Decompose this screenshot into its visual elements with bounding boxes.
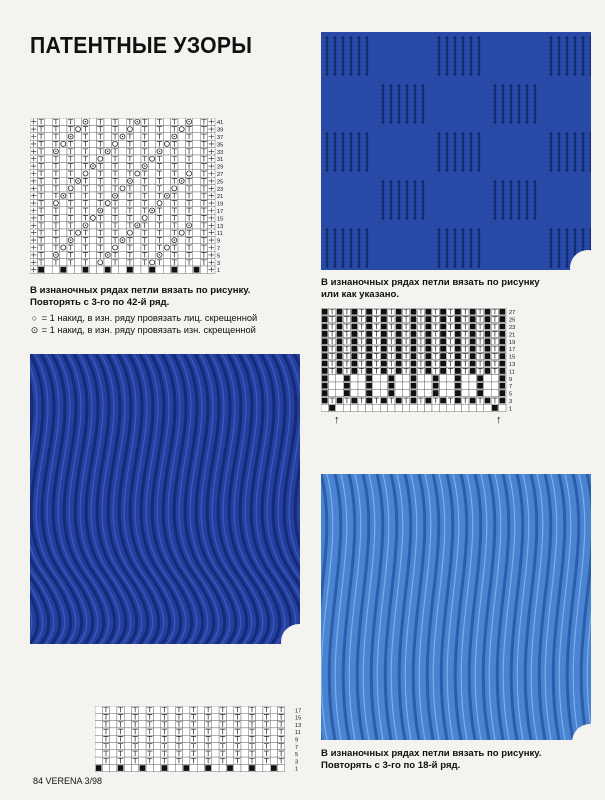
chart-2-caption-line2: или как указано. bbox=[321, 289, 400, 300]
page-title: ПАТЕНТНЫЕ УЗОРЫ bbox=[30, 32, 253, 58]
chart-1-row-numbers bbox=[216, 118, 230, 278]
row-number: 27 bbox=[217, 172, 224, 178]
row-number: 19 bbox=[509, 339, 516, 346]
row-number: 17 bbox=[295, 708, 302, 715]
row-number: 9 bbox=[509, 376, 513, 383]
row-number: 9 bbox=[217, 238, 221, 245]
arrow-left-2: ↑ bbox=[334, 414, 340, 426]
row-number: 1 bbox=[509, 406, 513, 412]
row-number: 3 bbox=[217, 260, 221, 267]
row-number: 3 bbox=[509, 399, 513, 405]
row-number: 25 bbox=[509, 317, 516, 324]
row-number: 11 bbox=[217, 231, 223, 238]
legend-item-1 bbox=[30, 312, 257, 324]
chart-1-caption-line2: Повторять с 3-го по 42-й ряд. bbox=[30, 297, 170, 308]
photo-notch-3 bbox=[572, 724, 605, 760]
row-number: 31 bbox=[217, 157, 224, 164]
row-number: 3 bbox=[295, 759, 299, 766]
open-circle-icon: ○ bbox=[31, 313, 38, 323]
chart-3-grid bbox=[95, 706, 291, 772]
knit-photo-wave-rib bbox=[30, 354, 300, 644]
row-number: 5 bbox=[217, 253, 221, 260]
row-number: 23 bbox=[217, 186, 224, 193]
chart-1-caption bbox=[30, 285, 250, 309]
row-number: 13 bbox=[217, 223, 224, 230]
row-number: 33 bbox=[217, 149, 224, 156]
row-number: 7 bbox=[217, 246, 221, 252]
arrow-right-2: ↑ bbox=[496, 414, 502, 426]
show-through-text bbox=[60, 6, 320, 116]
page-footer: 84 VERENA 3/98 bbox=[33, 776, 103, 786]
row-number: 29 bbox=[217, 164, 224, 171]
row-number: 15 bbox=[509, 354, 516, 361]
row-number: 39 bbox=[217, 127, 224, 134]
legend bbox=[30, 312, 257, 336]
chart-1 bbox=[30, 118, 230, 278]
chart-3-row-numbers bbox=[294, 706, 308, 772]
row-number: 11 bbox=[295, 730, 301, 737]
row-number: 21 bbox=[217, 194, 224, 201]
chart-3-caption-line2: Повторять с 3-го по 18-й ряд. bbox=[321, 760, 461, 771]
chart-3 bbox=[95, 706, 291, 772]
legend-text-1: = 1 накид, в изн. ряду провязать лиц. скрещенной bbox=[41, 313, 258, 323]
row-number: 1 bbox=[217, 268, 221, 275]
chart-2-caption bbox=[321, 277, 540, 301]
row-number: 5 bbox=[295, 752, 299, 759]
row-number: 41 bbox=[217, 120, 224, 127]
chart-2-caption-line1: В изнаночных рядах петли вязать по рисунку bbox=[321, 277, 540, 288]
row-number: 17 bbox=[217, 209, 224, 215]
row-number: 13 bbox=[295, 722, 302, 729]
row-number: 15 bbox=[295, 715, 302, 722]
row-number: 7 bbox=[295, 744, 299, 751]
chart-2-grid bbox=[321, 308, 507, 412]
row-number: 5 bbox=[509, 391, 513, 398]
row-number: 1 bbox=[295, 766, 299, 772]
legend-item-2 bbox=[30, 324, 257, 336]
knit-photo-checker bbox=[321, 32, 591, 270]
row-number: 7 bbox=[509, 384, 513, 391]
dotted-circle-icon: ⊙ bbox=[30, 325, 39, 335]
row-number: 27 bbox=[509, 310, 516, 317]
chart-1-caption-line1: В изнаночных рядах петли вязать по рисунку. bbox=[30, 285, 251, 296]
row-number: 35 bbox=[217, 142, 224, 149]
knit-photo-cable-rib bbox=[321, 474, 591, 740]
chart-1-grid bbox=[30, 118, 230, 278]
row-number: 21 bbox=[509, 332, 516, 339]
photo-notch bbox=[570, 250, 605, 286]
row-number: 11 bbox=[509, 369, 515, 376]
photo-notch-2 bbox=[281, 624, 317, 660]
row-number: 15 bbox=[217, 216, 224, 223]
chart-2-row-numbers bbox=[508, 308, 522, 412]
chart-2 bbox=[321, 308, 507, 412]
chart-3-caption bbox=[321, 748, 541, 772]
row-number: 23 bbox=[509, 325, 516, 331]
row-number: 13 bbox=[509, 362, 516, 368]
row-number: 17 bbox=[509, 347, 516, 354]
legend-text-2: = 1 накид, в изн. ряду провязать изн. скрещенной bbox=[41, 325, 256, 335]
row-number: 19 bbox=[217, 201, 224, 208]
row-number: 9 bbox=[295, 737, 299, 744]
chart-3-caption-line1: В изнаночных рядах петли вязать по рисунку. bbox=[321, 748, 542, 759]
row-number: 37 bbox=[217, 135, 224, 141]
row-number: 25 bbox=[217, 179, 224, 186]
